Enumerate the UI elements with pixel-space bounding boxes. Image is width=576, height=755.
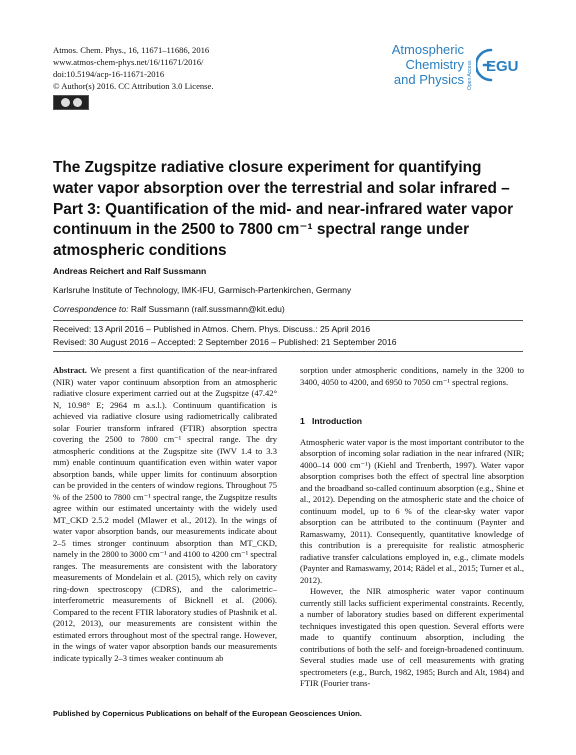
intro-paragraph-1: Atmospheric water vapor is the most important contributor to the absorption of incoming solar radiation in the near infrared (NIR; 4000–14 000 cm⁻¹) (Kiehl and Trenberth, 1997). Water vapor absorption comprises both the effect of spectral line absorption and the broadband so-called continuum absorption (e.g., Shine et al., 2012). Depending on the atmospheric state and the choice of continuum model, up to 6 % of the clear-sky water vapor absorption can be attributed to the continuum (Paynter and Ramaswamy, 2011). Consequently, quantitative knowledge of this contribution is a prerequisite for realistic atmospheric radiative transfer calculations employed in, e.g., climate models (Paynter and Ramaswamy, 2014; Rädel et al., 2015; Turner et al., 2012). bbox=[300, 436, 524, 585]
divider-bottom bbox=[53, 351, 523, 352]
journal-name-line-1: Atmospheric bbox=[391, 42, 464, 57]
intro-paragraph-2: However, the NIR atmospheric water vapor continuum currently still lacks sufficient experimental constraints. Recently, a number of laboratory studies based on different experimental techniques investigated this open question. Several efforts were made to quantify continuum absorption, including the contributions of both the self- and foreign-broadened continuum. Several studies made use of cell measurements with grating spectrometers (e.g., Burch, 1982, 1985; Burch and Alt, 1984) and FTIR (Fourier trans- bbox=[300, 586, 524, 688]
doi[interactable]: doi:10.5194/acp-16-11671-2016 bbox=[53, 69, 165, 79]
abstract-label: Abstract. bbox=[53, 365, 87, 375]
authors: Andreas Reichert and Ralf Sussmann bbox=[53, 266, 207, 276]
affiliation: Karlsruhe Institute of Technology, IMK-IFU, Garmisch-Partenkirchen, Germany bbox=[53, 285, 352, 295]
journal-logo bbox=[378, 42, 528, 92]
citation: Atmos. Chem. Phys., 16, 11671–11686, 2016 bbox=[53, 45, 210, 55]
correspondence-label: Correspondence to: bbox=[53, 304, 129, 314]
copyright: © Author(s) 2016. CC Attribution 3.0 License. bbox=[53, 81, 214, 91]
article-url[interactable]: www.atmos-chem-phys.net/16/11671/2016/ bbox=[53, 57, 204, 67]
right-column bbox=[300, 365, 524, 690]
journal-name-line-3: and Physics bbox=[393, 72, 464, 87]
correspondence bbox=[53, 304, 285, 314]
publisher-footer: Published by Copernicus Publications on behalf of the European Geosciences Union. bbox=[53, 709, 362, 718]
cc-by-icon[interactable] bbox=[53, 95, 89, 110]
egu-wordmark: EGU bbox=[486, 58, 519, 75]
abstract-text: We present a first quantification of the near-infrared (NIR) water vapor continuum absorption from an atmospheric radiative closure experiment carried out at the Zugspitze (47.42° N, 10.98° E; 2964 m a.s.l.). Continuum quantification is achieved via radiative closure using radiometrically calibrated solar Fourier transform infrared (FTIR) absorption spectra covering the 2500 to 7800 cm⁻¹ spectral range. The dry atmospheric conditions at the Zugspitze site (IWV 1.4 to 3.3 mm) enable continuum quantification even within water vapor absorption bands, while upper limits for continuum absorption can be provided in the centers of window regions. Throughout 75 % of the 2500 to 7800 cm⁻¹ spectral range, the Zugspitze results agree within our estimated uncertainty with the widely used MT_CKD 2.5.2 model (Mlawer et al., 2012). In the wings of water vapor absorption bands, our measurements indicate about 2–5 times stronger continuum absorption than MT_CKD, namely in the 2800 to 3000 cm⁻¹ and 4100 to 4200 cm⁻¹ spectral ranges. The measurements are consistent with the laboratory measurements of Mondelain et al. (2015), which rely on cavity ring-down spectroscopy (CDRS), and the calorimetric–interferometric measurements of Bicknell et al. (2006). Compared to the recent FTIR laboratory studies of Ptashnik et al. (2012, 2013), our measurements are consistent within the estimated errors throughout most of the spectral range. However, in the wings of water vapor absorption bands our measurements indicate typically 2–3 times weaker continuum ab bbox=[53, 365, 277, 663]
left-column bbox=[53, 365, 277, 664]
abstract bbox=[53, 365, 277, 664]
journal-name bbox=[378, 42, 464, 87]
correspondence-email[interactable]: Ralf Sussmann (ralf.sussmann@kit.edu) bbox=[130, 304, 285, 314]
section-heading-introduction: 1 Introduction bbox=[300, 416, 363, 426]
open-access-label: Open Access bbox=[467, 60, 473, 90]
abstract-continuation: sorption under atmospheric conditions, namely in the 3200 to 3400, 4050 to 4200, and 6950 to 7050 cm⁻¹ spectral regions. bbox=[300, 365, 524, 387]
divider-top bbox=[53, 320, 523, 321]
egu-logo-icon bbox=[476, 48, 522, 82]
revised-dates: Revised: 30 August 2016 – Accepted: 2 September 2016 – Published: 21 September 2016 bbox=[53, 337, 397, 347]
received-dates: Received: 13 April 2016 – Published in Atmos. Chem. Phys. Discuss.: 25 April 2016 bbox=[53, 324, 371, 334]
journal-name-line-2: Chemistry bbox=[405, 57, 464, 72]
citation-block bbox=[53, 44, 214, 92]
article-title: The Zugspitze radiative closure experiment for quantifying water vapor absorption over the terrestrial and solar infrared – Part 3: Quantification of the mid- and near-infrared water vapor continuum in the 2500 to 7800 cm⁻¹ spectral range under atmospheric conditions bbox=[53, 159, 514, 260]
